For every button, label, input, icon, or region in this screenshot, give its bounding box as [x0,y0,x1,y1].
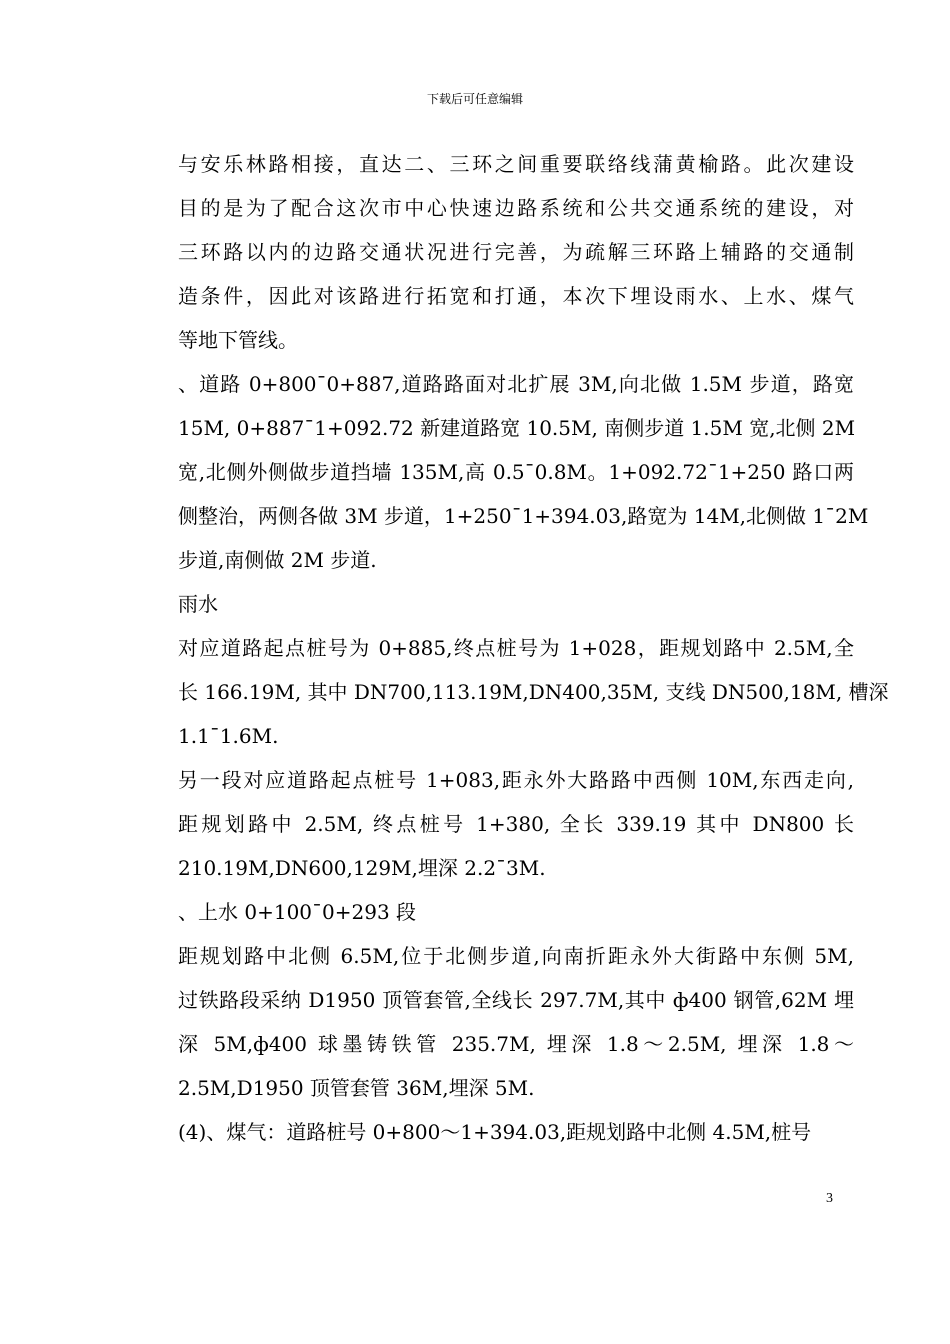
text-line: 对应道路起点桩号为 0+885,终点桩号为 1+028，距规划路中 2.5M,全 [178,636,854,660]
page-number: 3 [826,1191,833,1206]
text-line: 长 166.19M, 其中 DN700,113.19M,DN400,35M, 支线 DN500,18M, 槽深 [178,680,889,704]
text-line: 2.5M,D1950 顶管套管 36M,埋深 5M. [178,1076,535,1100]
text-line: 与安乐林路相接，直达二、三环之间重要联络线蒲黄榆路。此次建设 [178,152,854,176]
text-line: 等地下管线。 [178,328,298,352]
text-line: 侧整治，两侧各做 3M 步道，1+250¯1+394.03,路宽为 14M,北侧做 1¯2M [178,504,869,528]
paragraph-intro [178,142,854,362]
paragraph-rain-2 [178,758,854,890]
text-line: 1.1¯1.6M. [178,724,279,748]
text-line: 宽,北侧外侧做步道挡墙 135M,高 0.5¯0.8M。1+092.72¯1+250 路口两 [178,460,854,484]
text-line: 三环路以内的边路交通状况进行完善，为疏解三环路上辅路的交通制 [178,240,854,264]
document-body [178,142,889,1154]
paragraph-water-heading [178,890,854,934]
page-header: 下载后可任意编辑 [426,92,523,106]
text-line: 距规划路中 2.5M, 终点桩号 1+380, 全长 339.19 其中 DN800 长 [178,812,854,836]
paragraph-rain-heading [178,582,854,626]
text-line: 15M, 0+887¯1+092.72 新建道路宽 10.5M, 南侧步道 1.5M 宽,北侧 2M [178,416,856,440]
paragraph-gas [178,1110,854,1154]
text-line: 210.19M,DN600,129M,埋深 2.2¯3M. [178,856,546,880]
text-line: 步道,南侧做 2M 步道. [178,548,377,572]
text-line: 、道路 0+800¯0+887,道路路面对北扩展 3M,向北做 1.5M 步道，路宽 [178,372,854,396]
text-line: 深 5M,ф400 球墨铸铁管 235.7M, 埋深 1.8～2.5M, 埋深 1.8～ [178,1032,854,1056]
text-line: 目的是为了配合这次市中心快速边路系统和公共交通系统的建设，对 [178,196,854,220]
paragraph-water [178,934,854,1110]
text-line: (4)、煤气：道路桩号 0+800～1+394.03,距规划路中北侧 4.5M,桩号 [178,1120,812,1144]
text-line: 、上水 0+100¯0+293 段 [178,900,417,924]
paragraph-rain-1 [178,626,889,758]
text-line: 过铁路段采纳 D1950 顶管套管,全线长 297.7M,其中 ф400 钢管,62M 埋 [178,988,854,1012]
text-line: 距规划路中北侧 6.5M,位于北侧步道,向南折距永外大街路中东侧 5M, [178,944,854,968]
paragraph-road [178,362,869,582]
text-line: 雨水 [178,592,218,616]
text-line: 造条件，因此对该路进行拓宽和打通，本次下埋设雨水、上水、煤气 [178,284,854,308]
text-line: 另一段对应道路起点桩号 1+083,距永外大路路中西侧 10M,东西走向, [178,768,854,792]
